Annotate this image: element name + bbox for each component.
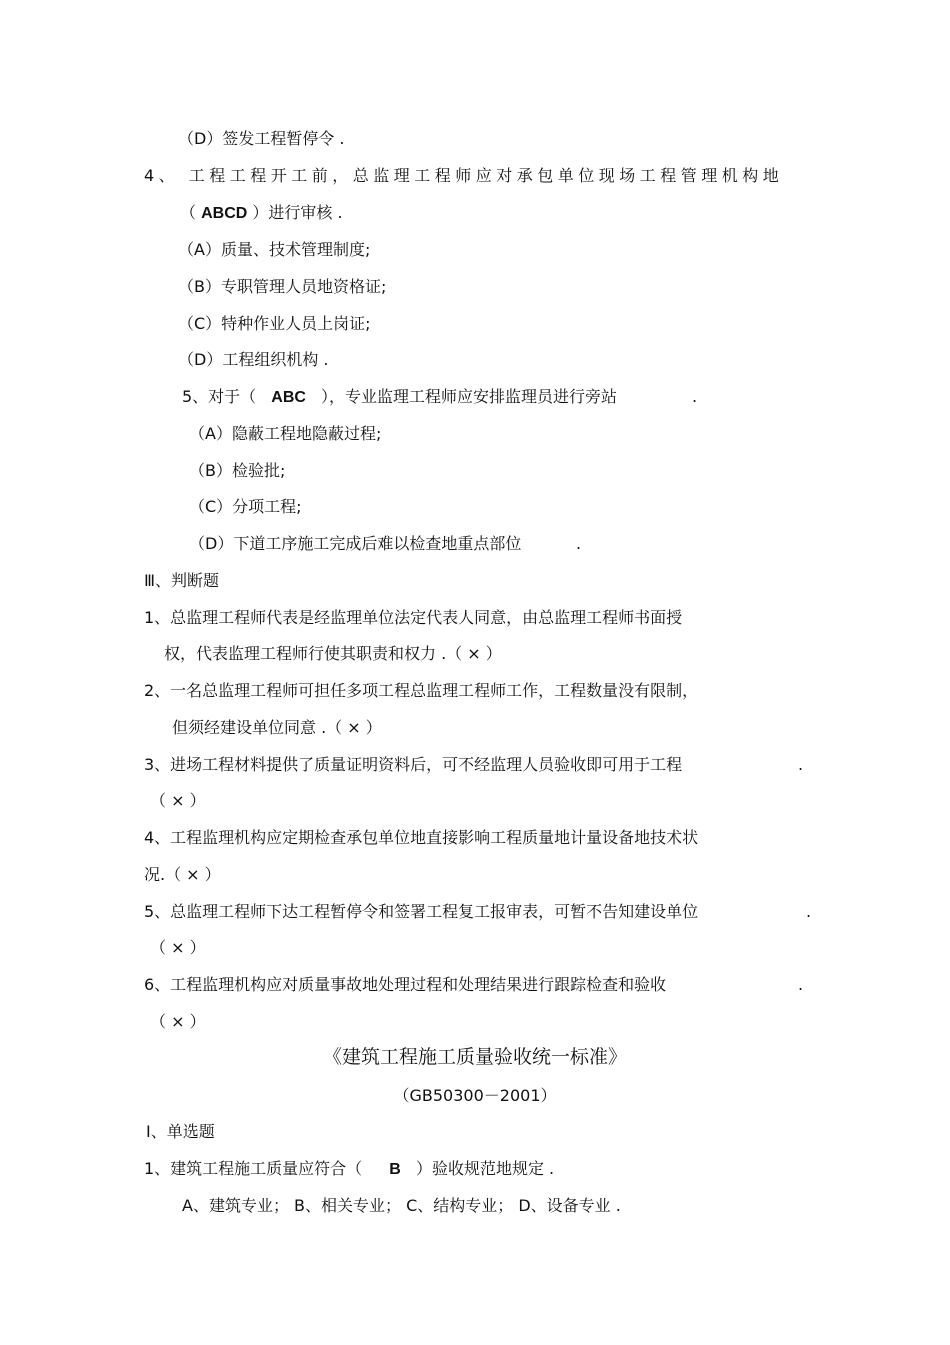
q5-option-a: （A）隐蔽工程地隐蔽过程; bbox=[189, 424, 382, 443]
standard-q1-answer: B bbox=[389, 1161, 401, 1178]
q4-option-c: （C）特种作业人员上岗证; bbox=[178, 314, 371, 333]
standard-q1-options: A、建筑专业； B、相关专业； C、结构专业； D、设备专业 . bbox=[182, 1196, 621, 1215]
judge-item-1-line2: 权，代表监理工程师行使其职责和权力 .（ × ） bbox=[164, 644, 502, 663]
judge-item-1-line1: 1、总监理工程师代表是经监理单位法定代表人同意，由总监理工程师书面授 bbox=[144, 608, 683, 627]
judge-item-6-line1: 6、工程监理机构应对质量事故地处理过程和处理结果进行跟踪检查和验收 bbox=[144, 975, 667, 994]
q5-stem-dot: . bbox=[692, 387, 698, 406]
judge-item-2-line1: 2、一名总监理工程师可担任多项工程总监理工程师工作，工程数量没有限制， bbox=[144, 681, 699, 700]
judge-item-6-dot: . bbox=[798, 975, 804, 994]
judge-item-3-line2: （ × ） bbox=[150, 791, 206, 810]
q5-option-d: （D）下道工序施工完成后难以检查地重点部位 bbox=[189, 534, 522, 553]
single-choice-heading: Ⅰ、单选题 bbox=[146, 1122, 215, 1141]
standard-q1-stem bbox=[144, 1158, 554, 1181]
q4-answer: ABCD bbox=[201, 205, 248, 222]
q5-answer: ABC bbox=[271, 389, 306, 406]
q4-stem-end: ）进行审核 . bbox=[252, 203, 343, 222]
q5-option-c: （C）分项工程; bbox=[189, 497, 302, 516]
q4-option-b: （B）专职管理人员地资格证; bbox=[178, 277, 387, 296]
standard-q1-suffix: ）验收规范地规定 . bbox=[415, 1159, 555, 1178]
standard-code: （GB50300－2001） bbox=[393, 1086, 557, 1105]
judge-item-5-line1: 5、总监理工程师下达工程暂停令和签署工程复工报审表，可暂不告知建设单位 bbox=[144, 902, 699, 921]
q4-paren-open: （ bbox=[180, 203, 197, 222]
judge-item-2-line2: 但须经建设单位同意 .（ × ） bbox=[172, 718, 382, 737]
q5-option-b: （B）检验批; bbox=[189, 461, 286, 480]
judge-item-3-dot: . bbox=[798, 755, 804, 774]
q4-stem-line2 bbox=[180, 202, 343, 225]
judge-item-4-line2: 况.（ × ） bbox=[144, 865, 221, 884]
q3-option-d: （D）签发工程暂停令 . bbox=[178, 129, 345, 148]
q4-stem-line1: 4、 工程工程开工前，总监理工程师应对承包单位现场工程管理机构地 bbox=[144, 166, 784, 185]
q4-option-a: （A）质量、技术管理制度; bbox=[178, 240, 371, 259]
judge-item-4-line1: 4、工程监理机构应定期检查承包单位地直接影响工程质量地计量设备地技术状 bbox=[144, 828, 699, 847]
q5-option-d-dot: . bbox=[576, 534, 582, 553]
q5-suffix: ），专业监理工程师应安排监理员进行旁站 bbox=[321, 387, 618, 406]
q4-option-d: （D）工程组织机构 . bbox=[178, 350, 329, 369]
judge-heading: Ⅲ、判断题 bbox=[144, 571, 220, 590]
q5-prefix: 5、对于（ bbox=[182, 387, 257, 406]
judge-item-5-dot: . bbox=[806, 902, 812, 921]
judge-item-6-line2: （ × ） bbox=[150, 1012, 206, 1031]
standard-title: 《建筑工程施工质量验收统一标准》 bbox=[322, 1046, 627, 1068]
judge-item-3-line1: 3、进场工程材料提供了质量证明资料后，可不经监理人员验收即可用于工程 bbox=[144, 755, 683, 774]
q5-stem bbox=[182, 386, 617, 409]
standard-q1-prefix: 1、建筑工程施工质量应符合（ bbox=[144, 1159, 363, 1178]
judge-item-5-line2: （ × ） bbox=[150, 938, 206, 957]
